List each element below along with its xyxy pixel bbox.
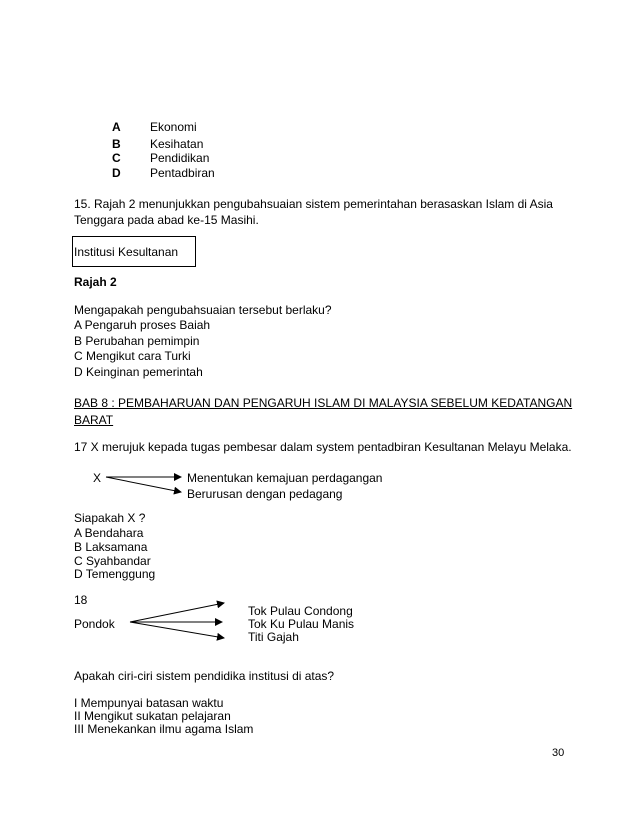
q17-option-c: C Syahbandar bbox=[74, 554, 151, 568]
q18-source: Pondok bbox=[74, 617, 115, 631]
option-text-a: Ekonomi bbox=[150, 120, 197, 134]
q15-option-c: C Mengikut cara Turki bbox=[74, 349, 191, 363]
q15-option-a: A Pengaruh proses Baiah bbox=[74, 318, 211, 332]
q18-number: 18 bbox=[74, 593, 88, 607]
q17-option-a: A Bendahara bbox=[74, 526, 144, 540]
q17-target-1: Menentukan kemajuan perdagangan bbox=[187, 471, 383, 485]
option-text-b: Kesihatan bbox=[150, 137, 204, 151]
q18-statement-3: III Menekankan ilmu agama Islam bbox=[74, 722, 254, 736]
q18-question: Apakah ciri-ciri sistem pendidika institusi di atas? bbox=[74, 669, 335, 683]
q17-text: 17 X merujuk kepada tugas pembesar dalam system pentadbiran Kesultanan Melayu Melaka. bbox=[74, 440, 572, 454]
q15-option-b: B Perubahan pemimpin bbox=[74, 334, 200, 348]
option-letter-c: C bbox=[112, 151, 121, 165]
q18-target-2: Tok Ku Pulau Manis bbox=[248, 617, 355, 631]
q15-question: Mengapakah pengubahsuaian tersebut berlaku? bbox=[74, 303, 332, 317]
q17-question: Siapakah X ? bbox=[74, 511, 146, 525]
option-text-d: Pentadbiran bbox=[150, 166, 215, 180]
bab8-heading-line1: BAB 8 : PEMBAHARUAN DAN PENGARUH ISLAM DI MALAYSIA SEBELUM KEDATANGAN bbox=[74, 396, 573, 410]
q18-target-3: Titi Gajah bbox=[248, 630, 299, 644]
q17-target-2: Berurusan dengan pedagang bbox=[187, 487, 343, 501]
q17-arrow-2 bbox=[106, 477, 181, 492]
option-letter-d: D bbox=[112, 166, 121, 180]
q18-arrow-3 bbox=[130, 622, 224, 638]
q15-line2: Tenggara pada abad ke-15 Masihi. bbox=[74, 213, 259, 227]
q18-statement-1: I Mempunyai batasan waktu bbox=[74, 696, 224, 710]
q17-option-d: D Temenggung bbox=[74, 567, 156, 581]
q17-option-b: B Laksamana bbox=[74, 540, 148, 554]
option-letter-a: A bbox=[112, 120, 121, 134]
bab8-heading-line2: BARAT bbox=[74, 413, 114, 427]
figure-label: Rajah 2 bbox=[74, 275, 117, 289]
q18-target-1: Tok Pulau Condong bbox=[248, 604, 353, 618]
box-text: Institusi Kesultanan bbox=[74, 245, 179, 259]
q17-x-label: X bbox=[93, 471, 102, 485]
q15-line1: 15. Rajah 2 menunjukkan pengubahsuaian sistem pemerintahan berasaskan Islam di Asia bbox=[74, 197, 553, 211]
q15-option-d: D Keinginan pemerintah bbox=[74, 365, 203, 379]
q18-statement-2: II Mengikut sukatan pelajaran bbox=[74, 709, 231, 723]
option-letter-b: B bbox=[112, 137, 121, 151]
q18-arrow-1 bbox=[130, 603, 224, 622]
option-text-c: Pendidikan bbox=[150, 151, 210, 165]
page-number: 30 bbox=[552, 747, 565, 759]
